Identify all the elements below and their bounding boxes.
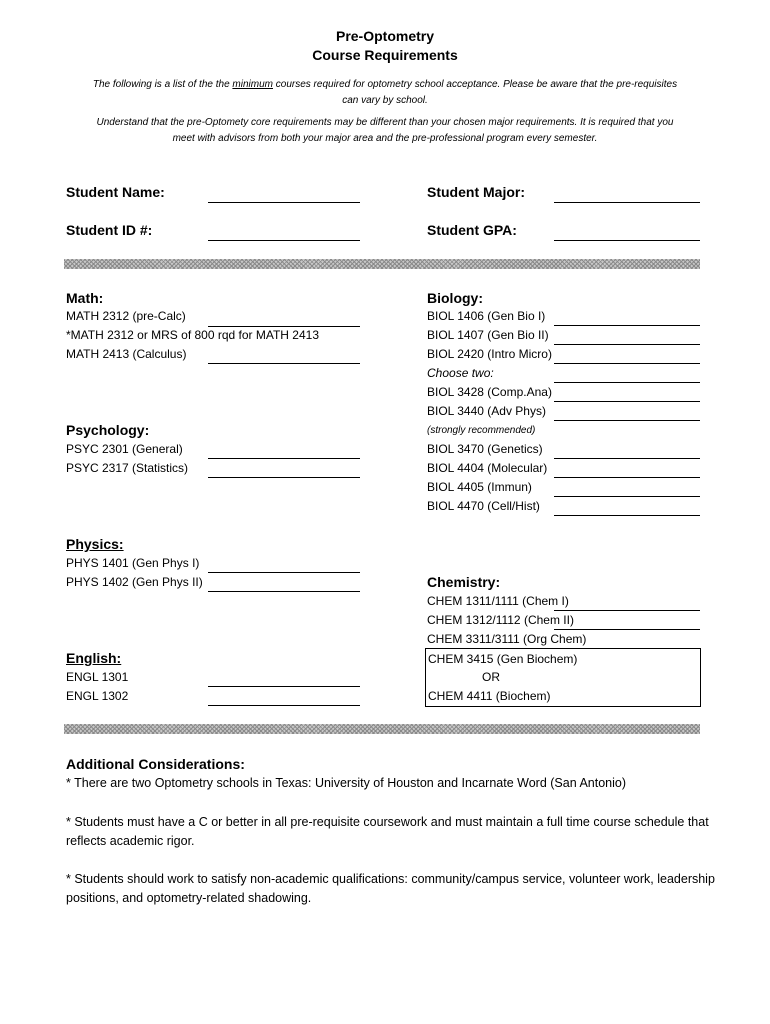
biology-course-line[interactable] [554,515,700,516]
biology-course-line[interactable] [554,344,700,345]
psychology-course: PSYC 2317 (Statistics) [66,461,189,475]
chemistry-course: CHEM 3311/3111 (Org Chem) [427,632,587,646]
biology-course-line[interactable] [554,496,700,497]
biology-course-line[interactable] [554,401,700,402]
student-gpa-label: Student GPA: [427,222,517,238]
biology-heading: Biology: [427,290,483,306]
physics-course: PHYS 1401 (Gen Phys I) [66,556,200,570]
student-major-label: Student Major: [427,184,525,200]
recommended-note: (strongly recommended) [427,425,536,436]
intro-text: The following is a list of the the [92,79,233,90]
biology-course-line[interactable] [554,382,700,383]
page-subtitle: Course Requirements [312,47,458,63]
biology-course-line[interactable] [554,363,700,364]
psychology-course: PSYC 2301 (General) [66,442,183,456]
student-gpa-field[interactable] [554,240,700,241]
chemistry-course: CHEM 1311/1111 (Chem I) [427,594,569,608]
student-id-field[interactable] [208,240,360,241]
section-divider [64,259,700,269]
chemistry-course: CHEM 4411 (Biochem) [428,689,551,703]
student-name-field[interactable] [208,202,360,203]
chemistry-course-line[interactable] [554,629,700,630]
chemistry-heading: Chemistry: [427,574,501,590]
student-name-label: Student Name: [66,184,165,200]
biology-course: BIOL 3470 (Genetics) [427,442,543,456]
english-course-line[interactable] [208,705,360,706]
intro-text: meet with advisors from both your major area and the pre-professional program every semester. [172,133,598,144]
chemistry-course-line[interactable] [554,610,700,611]
student-id-label: Student ID #: [66,222,153,238]
physics-course: PHYS 1402 (Gen Phys II) [66,575,203,589]
english-course: ENGL 1301 [66,670,129,684]
consideration-item: * There are two Optometry schools in Texas: University of Houston and Incarnate Word (San Antonio) [66,776,627,790]
english-course-line[interactable] [208,686,360,687]
psychology-course-line[interactable] [208,458,360,459]
math-course-line[interactable] [208,326,360,327]
biology-course: BIOL 3440 (Adv Phys) [427,404,546,418]
biology-course: BIOL 4404 (Molecular) [427,461,548,475]
psychology-heading: Psychology: [66,422,150,438]
physics-course-line[interactable] [208,572,360,573]
physics-course-line[interactable] [208,591,360,592]
chemistry-course: CHEM 3415 (Gen Biochem) [428,652,578,666]
biology-course-line[interactable] [554,458,700,459]
math-course: MATH 2312 (pre-Calc) [66,309,186,323]
section-divider [64,724,700,734]
or-label: OR [482,670,500,684]
intro-emphasis: minimum [232,79,273,90]
choose-two-note: Choose two: [427,366,494,380]
intro-text: Understand that the pre-Optomety core requirements may be different than your chosen major requirements. It is required that you [96,117,674,128]
biology-course: BIOL 4405 (Immun) [427,480,532,494]
intro-paragraph-2 [40,115,730,147]
math-heading: Math: [66,290,104,306]
physics-heading: Physics: [66,536,124,552]
biology-course: BIOL 3428 (Comp.Ana) [427,385,552,399]
intro-paragraph-1 [40,77,730,109]
biology-course: BIOL 2420 (Intro Micro) [427,347,552,361]
math-course: MATH 2413 (Calculus) [66,347,187,361]
additional-heading: Additional Considerations: [66,756,245,772]
math-course-line[interactable] [208,363,360,364]
biology-course: BIOL 1407 (Gen Bio II) [427,328,549,342]
consideration-item: * Students should work to satisfy non-academic qualifications: community/campus service, volunteer work, leadership positions, and optometry-related shadowing. [66,872,715,905]
psychology-course-line[interactable] [208,477,360,478]
biology-course: BIOL 4470 (Cell/Hist) [427,499,540,513]
biology-course-line[interactable] [554,420,700,421]
chemistry-course: CHEM 1312/1112 (Chem II) [427,613,574,627]
consideration-item: * Students must have a C or better in all pre-requisite coursework and must maintain a full time course schedule that reflects academic rigor. [66,815,709,848]
english-course: ENGL 1302 [66,689,129,703]
english-heading: English: [66,650,122,666]
intro-text: can vary by school. [342,95,428,106]
math-course: *MATH 2312 or MRS of 800 rqd for MATH 2413 [66,328,319,342]
biology-course: BIOL 1406 (Gen Bio I) [427,309,546,323]
intro-text: courses required for optometry school acceptance. Please be aware that the pre-requisites [272,79,678,90]
student-major-field[interactable] [554,202,700,203]
biology-course-line[interactable] [554,477,700,478]
biology-course-line[interactable] [554,325,700,326]
page-title: Pre-Optometry [335,28,435,44]
